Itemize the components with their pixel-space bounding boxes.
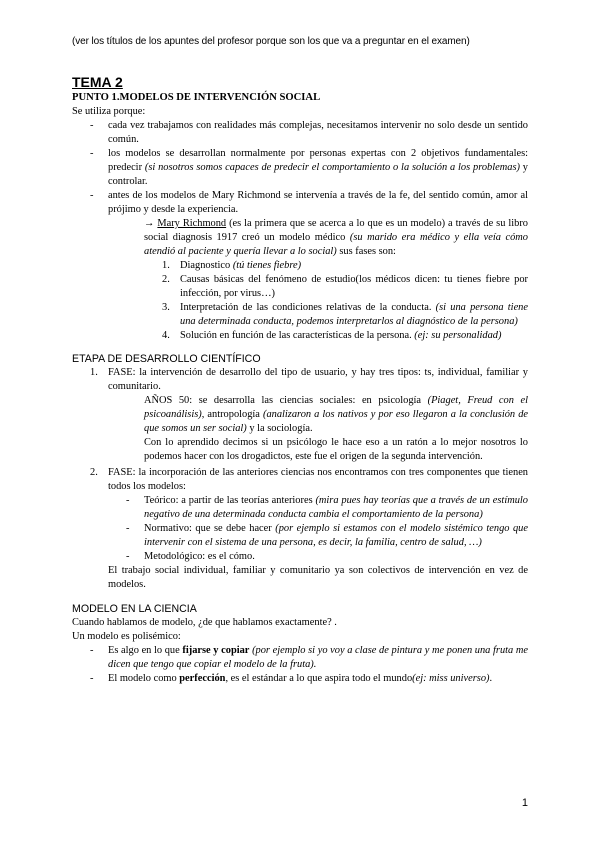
fase-item <box>72 366 528 394</box>
top-note: (ver los títulos de los apuntes del profesor porque son los que va a preguntar en el examen) <box>72 36 470 47</box>
fase-item <box>72 466 528 494</box>
list-item-bold: fijarse y copiar <box>182 645 250 656</box>
phase-text: Diagnostico <box>180 260 233 271</box>
richmond-paragraph <box>72 217 528 259</box>
section-heading-modelo-ciencia: MODELO EN LA CIENCIA <box>72 603 197 615</box>
list-item <box>72 672 528 686</box>
richmond-note: (su marido era médico y ella veía cómo atendió al paciente y quería llevar a lo social) <box>144 232 528 257</box>
list-item <box>72 189 528 217</box>
phase-item <box>72 259 528 273</box>
phase-note: (si una persona tiene una determinada conducta, podemos interpretarlos al diagnóstico de la persona) <box>180 302 528 327</box>
fase-text: , antropología <box>201 409 263 420</box>
phase-number: 1. <box>162 260 170 271</box>
fase-note: (Piaget, Freud con el psicoanálisis) <box>144 395 529 420</box>
fase-text: y la sociología. <box>246 423 313 434</box>
bullet-marker: - <box>90 673 94 684</box>
section-heading-modelos: PUNTO 1.MODELOS DE INTERVENCIÓN SOCIAL <box>72 92 321 103</box>
phase-item <box>72 301 528 329</box>
dash-marker: - <box>126 495 130 506</box>
intro-text: Se utiliza porque: <box>72 106 146 117</box>
component-note: (por ejemplo si estamos con el modelo sistémico tengo que intervenir con el sistema de una persona, es decir, la familia, centro de salud, …) <box>144 523 528 548</box>
list-item-text: . <box>489 673 493 684</box>
bullet-marker: - <box>90 120 94 131</box>
s3-line: Un modelo es polisémico: <box>72 631 181 642</box>
component-item <box>72 550 528 564</box>
list-item-text: Es algo en lo que <box>108 645 183 656</box>
fase-paragraph: Con lo aprendido decimos si un psicólogo le hace eso a un ratón a lo mejor nosotros lo podemos hacer con los drogadictos, este fue el origen de la segunda intervención. <box>144 437 528 462</box>
list-item-note: (si nosotros somos capaces de predecir el comportamiento o la solución a los problemas) <box>144 162 520 173</box>
phase-number: 2. <box>162 274 170 285</box>
list-item <box>72 644 528 672</box>
richmond-name: Mary Richmond <box>157 218 227 229</box>
fase-text: FASE: la intervención de desarrollo del tipo de usuario, y hay tres tipos: ts, individual, familiar y comunitario. <box>108 367 528 392</box>
list-item-text: los modelos se desarrollan normalmente por personas expertas con 2 objetivos fundamentales: predecir <box>108 148 528 173</box>
component-item <box>72 522 528 550</box>
phase-note: (ej: su personalidad) <box>414 330 502 341</box>
phase-note: (tú tienes fiebre) <box>232 260 302 271</box>
fase-note: (analizaron a los nativos y por eso llegaron a la conclusión de que somos un ser social) <box>144 409 528 434</box>
page-title: TEMA 2 <box>72 74 123 90</box>
fase-closing: El trabajo social individual, familiar y comunitario ya son colectivos de intervención en vez de modelos. <box>108 565 528 590</box>
bullet-marker: - <box>90 148 94 159</box>
fase-number: 2. <box>90 467 98 478</box>
phase-item <box>72 329 528 343</box>
component-text: Teórico: a partir de las teorías anteriores <box>144 495 316 506</box>
phase-number: 4. <box>162 330 170 341</box>
fase-number: 1. <box>90 367 98 378</box>
component-text: Metodológico: es el cómo. <box>144 551 255 562</box>
list-item-text: cada vez trabajamos con realidades más complejas, necesitamos intervenir no solo desde un sentido común. <box>108 120 528 145</box>
list-item-text: El modelo como <box>108 673 180 684</box>
bullet-marker: - <box>90 190 94 201</box>
list-item-bold: perfección <box>179 673 226 684</box>
fase-text: FASE: la incorporación de las anteriores ciencias nos encontramos con tres componentes que tienen todos los modelos: <box>108 467 528 492</box>
list-item <box>72 147 528 189</box>
list-item-text: , es el estándar a lo que aspira todo el mundo <box>225 673 413 684</box>
phase-text: Causas básicas del fenómeno de estudio(los médicos dicen: tu tienes fiebre por infección, por virus…) <box>180 274 528 299</box>
document-body <box>72 74 528 686</box>
list-item <box>72 119 528 147</box>
fase-paragraph <box>72 394 528 436</box>
phase-item <box>72 273 528 301</box>
list-item-text: antes de los modelos de Mary Richmond se intervenía a través de la fe, del sentido común, amor al prójimo y desde la experiencia. <box>108 190 528 215</box>
fase-text: AÑOS 50: se desarrolla las ciencias sociales: en psicología <box>144 395 428 406</box>
component-text: Normativo: que se debe hacer <box>144 523 276 534</box>
phase-text: Interpretación de las condiciones relativas de la conducta. <box>180 302 436 313</box>
list-item-text: y controlar. <box>108 162 528 187</box>
page-number: 1 <box>521 797 528 809</box>
phase-text: Solución en función de las características de la persona. <box>180 330 415 341</box>
list-item-note: (ej: miss universo) <box>412 673 490 684</box>
bullet-marker: - <box>90 645 94 656</box>
phase-number: 3. <box>162 302 170 313</box>
component-item <box>72 494 528 522</box>
dash-marker: - <box>126 551 130 562</box>
s3-line: Cuando hablamos de modelo, ¿de que hablamos exactamente? . <box>72 617 337 628</box>
richmond-text: (es la primera que se acerca a lo que es un modelo) a través de su libro social diagnosis 1917 creó un modelo médico <box>144 218 528 243</box>
dash-marker: - <box>126 523 130 534</box>
richmond-text-end: sus fases son: <box>336 246 396 257</box>
list-item-note: (por ejemplo si yo voy a clase de pintura y me ponen una fruta me dicen que tengo que copiar el modelo de la fruta). <box>108 645 528 670</box>
component-note: (mira pues hay teorías que a través de un estímulo negativo de una determinada conducta cambia el comportamiento de la persona) <box>144 495 528 520</box>
section-heading-etapa: ETAPA DE DESARROLLO CIENTÍFICO <box>72 353 261 365</box>
arrow-icon: → <box>144 218 155 229</box>
